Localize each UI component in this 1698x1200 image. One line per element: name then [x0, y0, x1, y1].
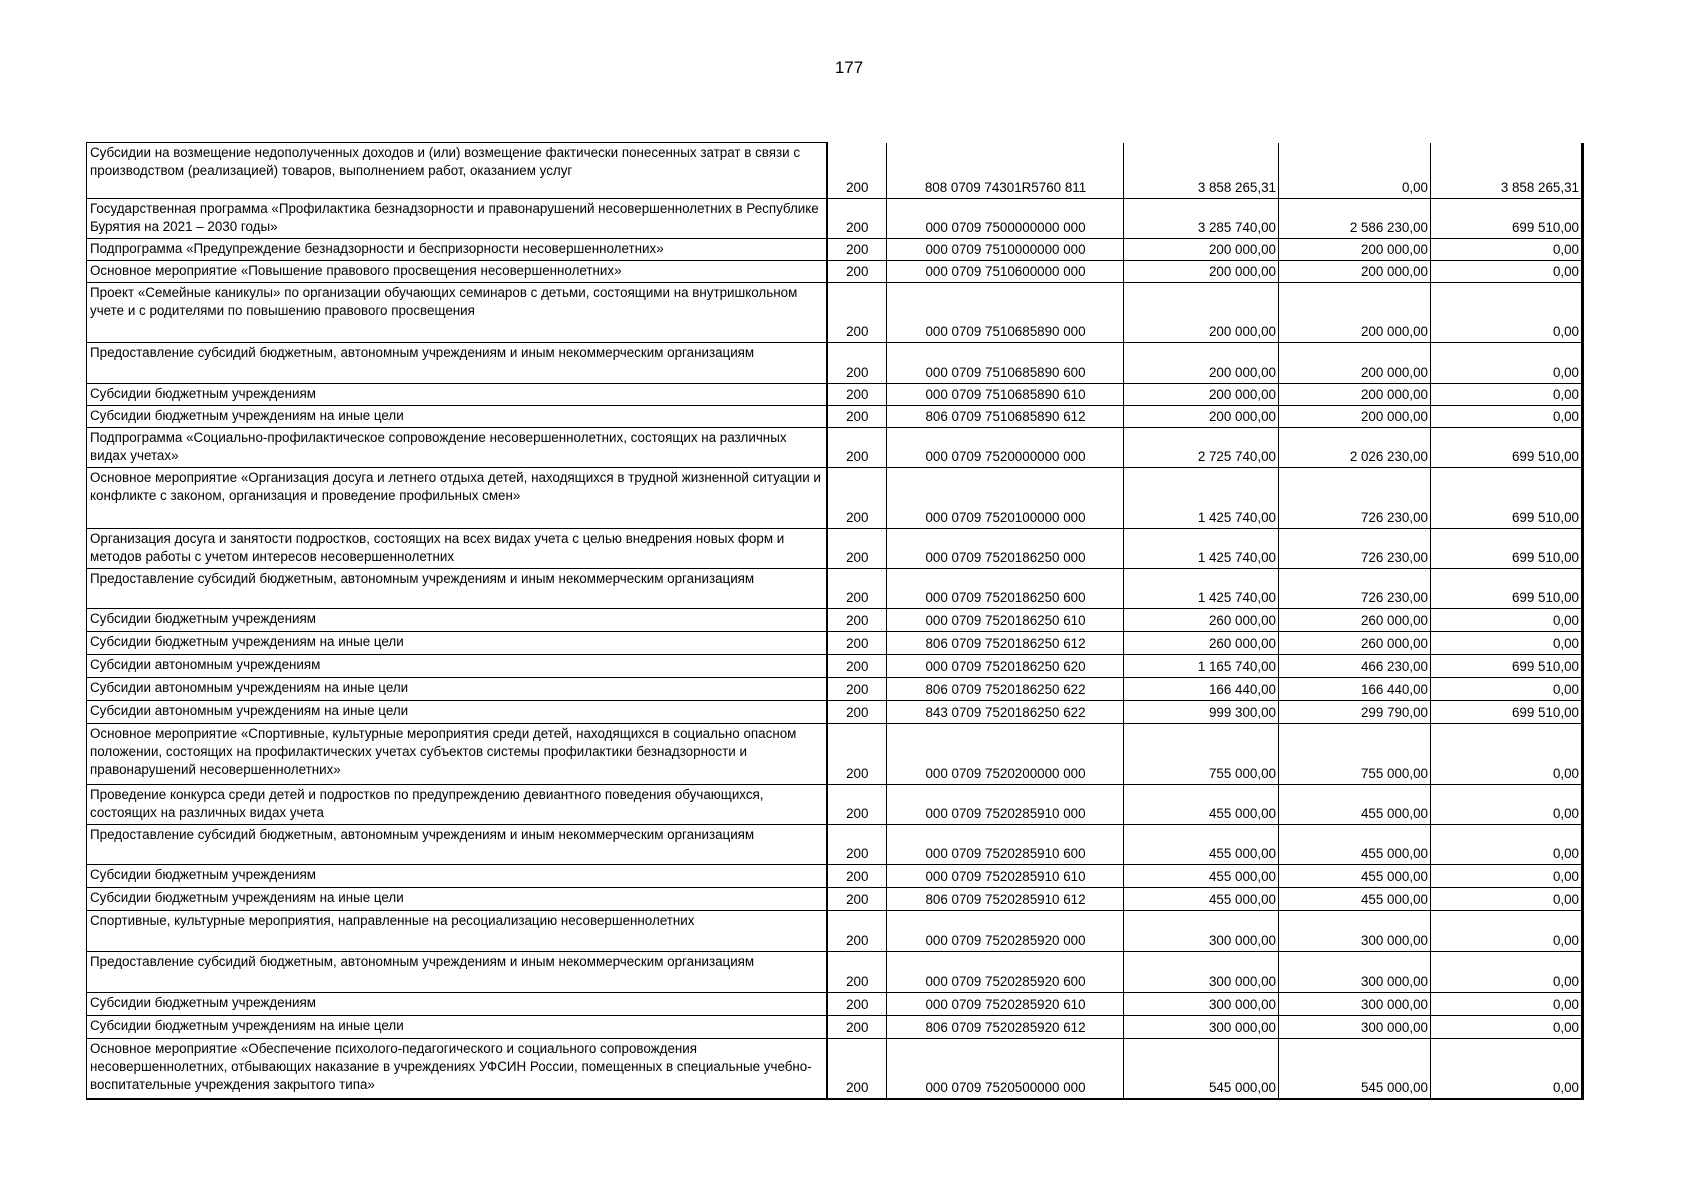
row-amount-3: 0,00 — [1431, 785, 1583, 825]
row-amount-3: 0,00 — [1431, 632, 1583, 655]
row-kbk-code: 000 0709 7520186250 620 — [887, 655, 1124, 678]
table-row — [87, 428, 1583, 468]
row-code: 200 — [827, 724, 887, 785]
row-code: 200 — [827, 609, 887, 632]
row-name: Проведение конкурса среди детей и подростков по предупреждению девиантного поведения обучающихся, состоящих на различных видах учета — [87, 785, 827, 825]
row-amount-3: 0,00 — [1431, 865, 1583, 888]
row-name: Субсидии бюджетным учреждениям — [87, 609, 827, 632]
row-kbk-code: 000 0709 7510685890 610 — [887, 384, 1124, 406]
row-kbk-code: 000 0709 7510000000 000 — [887, 239, 1124, 261]
table-row — [87, 609, 1583, 632]
row-kbk-code: 806 0709 7520186250 622 — [887, 678, 1124, 701]
row-amount-total: 300 000,00 — [1124, 1016, 1279, 1039]
row-code: 200 — [827, 261, 887, 283]
row-amount-2: 455 000,00 — [1279, 825, 1431, 865]
row-code: 200 — [827, 952, 887, 993]
row-amount-total: 260 000,00 — [1124, 632, 1279, 655]
row-amount-total: 300 000,00 — [1124, 993, 1279, 1016]
row-amount-3: 3 858 265,31 — [1431, 143, 1583, 199]
table-row — [87, 911, 1583, 952]
row-code: 200 — [827, 785, 887, 825]
row-amount-total: 2 725 740,00 — [1124, 428, 1279, 468]
row-code: 200 — [827, 428, 887, 468]
row-amount-total: 999 300,00 — [1124, 701, 1279, 724]
row-kbk-code: 806 0709 7520285920 612 — [887, 1016, 1124, 1039]
row-kbk-code: 000 0709 7510685890 600 — [887, 343, 1124, 384]
row-amount-2: 260 000,00 — [1279, 609, 1431, 632]
row-code: 200 — [827, 1039, 887, 1099]
row-amount-3: 0,00 — [1431, 724, 1583, 785]
row-kbk-code: 806 0709 7520186250 612 — [887, 632, 1124, 655]
row-amount-total: 200 000,00 — [1124, 343, 1279, 384]
table-row — [87, 569, 1583, 609]
row-amount-2: 0,00 — [1279, 143, 1431, 199]
row-amount-3: 0,00 — [1431, 952, 1583, 993]
budget-table-body — [87, 143, 1583, 1099]
table-row — [87, 865, 1583, 888]
row-amount-2: 300 000,00 — [1279, 911, 1431, 952]
row-name: Основное мероприятие «Обеспечение психолого-педагогического и социального сопровождения несовершеннолетних, отбывающих наказание в учреждениях УФСИН России, помещенных в специальные учебно- воспитательные учреждения закрытого типа» — [87, 1039, 827, 1099]
row-name: Спортивные, культурные мероприятия, направленные на ресоциализацию несовершеннолетних — [87, 911, 827, 952]
row-amount-total: 200 000,00 — [1124, 283, 1279, 343]
row-name: Предоставление субсидий бюджетным, автономным учреждениям и иным некоммерческим организациям — [87, 825, 827, 865]
row-kbk-code: 000 0709 7520186250 610 — [887, 609, 1124, 632]
row-amount-3: 0,00 — [1431, 825, 1583, 865]
row-kbk-code: 000 0709 7520285910 000 — [887, 785, 1124, 825]
row-code: 200 — [827, 406, 887, 428]
row-amount-3: 0,00 — [1431, 283, 1583, 343]
row-name: Предоставление субсидий бюджетным, автономным учреждениям и иным некоммерческим организациям — [87, 343, 827, 384]
row-kbk-code: 806 0709 7520285910 612 — [887, 888, 1124, 911]
row-amount-2: 455 000,00 — [1279, 888, 1431, 911]
row-code: 200 — [827, 911, 887, 952]
row-name: Организация досуга и занятости подростков, состоящих на всех видах учета с целью внедрения новых форм и методов работы с учетом интересов несовершеннолетних — [87, 529, 827, 569]
row-amount-total: 455 000,00 — [1124, 825, 1279, 865]
row-amount-total: 755 000,00 — [1124, 724, 1279, 785]
row-amount-2: 166 440,00 — [1279, 678, 1431, 701]
row-code: 200 — [827, 993, 887, 1016]
budget-table — [86, 142, 1584, 1100]
row-code: 200 — [827, 632, 887, 655]
table-row — [87, 785, 1583, 825]
row-amount-2: 2 586 230,00 — [1279, 199, 1431, 239]
row-amount-3: 0,00 — [1431, 384, 1583, 406]
table-row — [87, 239, 1583, 261]
row-kbk-code: 000 0709 7520285910 610 — [887, 865, 1124, 888]
row-amount-total: 1 165 740,00 — [1124, 655, 1279, 678]
table-row — [87, 406, 1583, 428]
row-amount-2: 2 026 230,00 — [1279, 428, 1431, 468]
table-row — [87, 825, 1583, 865]
row-amount-total: 545 000,00 — [1124, 1039, 1279, 1099]
row-kbk-code: 000 0709 7510685890 000 — [887, 283, 1124, 343]
row-name: Основное мероприятие «Организация досуга и летнего отдыха детей, находящихся в трудной жизненной ситуации и конфликте с законом, организация и проведение профильных смен» — [87, 468, 827, 529]
row-amount-2: 300 000,00 — [1279, 952, 1431, 993]
table-row — [87, 343, 1583, 384]
row-amount-total: 300 000,00 — [1124, 952, 1279, 993]
table-row — [87, 724, 1583, 785]
row-name: Субсидии бюджетным учреждениям — [87, 865, 827, 888]
row-name: Субсидии бюджетным учреждениям — [87, 384, 827, 406]
row-name: Субсидии бюджетным учреждениям — [87, 993, 827, 1016]
row-code: 200 — [827, 888, 887, 911]
table-row — [87, 993, 1583, 1016]
row-amount-total: 166 440,00 — [1124, 678, 1279, 701]
row-name: Субсидии автономным учреждениям на иные цели — [87, 678, 827, 701]
row-amount-2: 466 230,00 — [1279, 655, 1431, 678]
row-amount-2: 200 000,00 — [1279, 261, 1431, 283]
table-row — [87, 701, 1583, 724]
row-amount-total: 200 000,00 — [1124, 239, 1279, 261]
row-amount-3: 0,00 — [1431, 888, 1583, 911]
row-kbk-code: 806 0709 7510685890 612 — [887, 406, 1124, 428]
row-amount-2: 755 000,00 — [1279, 724, 1431, 785]
row-name: Предоставление субсидий бюджетным, автономным учреждениям и иным некоммерческим организациям — [87, 569, 827, 609]
row-kbk-code: 000 0709 7520500000 000 — [887, 1039, 1124, 1099]
table-row — [87, 888, 1583, 911]
row-code: 200 — [827, 655, 887, 678]
row-amount-3: 0,00 — [1431, 678, 1583, 701]
row-code: 200 — [827, 569, 887, 609]
row-kbk-code: 000 0709 7520000000 000 — [887, 428, 1124, 468]
row-amount-total: 260 000,00 — [1124, 609, 1279, 632]
row-amount-total: 200 000,00 — [1124, 384, 1279, 406]
row-kbk-code: 000 0709 7520200000 000 — [887, 724, 1124, 785]
table-row — [87, 143, 1583, 199]
row-name: Субсидии автономным учреждениям — [87, 655, 827, 678]
row-amount-2: 726 230,00 — [1279, 529, 1431, 569]
row-amount-2: 200 000,00 — [1279, 239, 1431, 261]
row-code: 200 — [827, 701, 887, 724]
row-kbk-code: 000 0709 7510600000 000 — [887, 261, 1124, 283]
table-row — [87, 678, 1583, 701]
row-amount-3: 699 510,00 — [1431, 701, 1583, 724]
row-name: Субсидии бюджетным учреждениям на иные цели — [87, 1016, 827, 1039]
row-amount-2: 200 000,00 — [1279, 283, 1431, 343]
row-name: Государственная программа «Профилактика безнадзорности и правонарушений несовершеннолетних в Республике Бурятия на 2021 – 2030 годы» — [87, 199, 827, 239]
table-row — [87, 283, 1583, 343]
row-amount-2: 726 230,00 — [1279, 468, 1431, 529]
row-amount-2: 260 000,00 — [1279, 632, 1431, 655]
row-code: 200 — [827, 199, 887, 239]
row-kbk-code: 808 0709 74301R5760 811 — [887, 143, 1124, 199]
row-kbk-code: 000 0709 7520100000 000 — [887, 468, 1124, 529]
row-amount-3: 0,00 — [1431, 911, 1583, 952]
row-amount-total: 455 000,00 — [1124, 888, 1279, 911]
row-kbk-code: 000 0709 7520285920 000 — [887, 911, 1124, 952]
row-code: 200 — [827, 825, 887, 865]
row-kbk-code: 000 0709 7520285910 600 — [887, 825, 1124, 865]
row-code: 200 — [827, 384, 887, 406]
row-code: 200 — [827, 678, 887, 701]
row-amount-2: 300 000,00 — [1279, 993, 1431, 1016]
row-amount-2: 455 000,00 — [1279, 785, 1431, 825]
row-amount-3: 699 510,00 — [1431, 529, 1583, 569]
row-code: 200 — [827, 283, 887, 343]
row-amount-3: 0,00 — [1431, 1016, 1583, 1039]
table-row — [87, 1016, 1583, 1039]
table-row — [87, 468, 1583, 529]
row-amount-total: 3 285 740,00 — [1124, 199, 1279, 239]
table-row — [87, 529, 1583, 569]
row-amount-2: 299 790,00 — [1279, 701, 1431, 724]
row-kbk-code: 000 0709 7500000000 000 — [887, 199, 1124, 239]
row-amount-2: 300 000,00 — [1279, 1016, 1431, 1039]
row-code: 200 — [827, 239, 887, 261]
row-name: Подпрограмма «Предупреждение безнадзорности и беспризорности несовершеннолетних» — [87, 239, 827, 261]
row-amount-3: 699 510,00 — [1431, 655, 1583, 678]
row-name: Субсидии бюджетным учреждениям на иные цели — [87, 406, 827, 428]
row-name: Предоставление субсидий бюджетным, автономным учреждениям и иным некоммерческим организациям — [87, 952, 827, 993]
page-number: 177 — [834, 58, 864, 77]
table-row — [87, 261, 1583, 283]
row-amount-3: 0,00 — [1431, 239, 1583, 261]
row-amount-2: 200 000,00 — [1279, 343, 1431, 384]
row-amount-2: 545 000,00 — [1279, 1039, 1431, 1099]
row-code: 200 — [827, 865, 887, 888]
row-code: 200 — [827, 143, 887, 199]
row-amount-3: 699 510,00 — [1431, 468, 1583, 529]
row-kbk-code: 000 0709 7520186250 600 — [887, 569, 1124, 609]
row-amount-3: 699 510,00 — [1431, 199, 1583, 239]
row-amount-3: 0,00 — [1431, 993, 1583, 1016]
row-name: Субсидии бюджетным учреждениям на иные цели — [87, 632, 827, 655]
row-amount-total: 200 000,00 — [1124, 261, 1279, 283]
row-code: 200 — [827, 529, 887, 569]
table-row — [87, 655, 1583, 678]
row-amount-total: 300 000,00 — [1124, 911, 1279, 952]
row-amount-2: 726 230,00 — [1279, 569, 1431, 609]
row-amount-3: 0,00 — [1431, 343, 1583, 384]
row-kbk-code: 000 0709 7520285920 600 — [887, 952, 1124, 993]
row-amount-total: 3 858 265,31 — [1124, 143, 1279, 199]
row-amount-total: 455 000,00 — [1124, 785, 1279, 825]
row-amount-3: 0,00 — [1431, 609, 1583, 632]
table-row — [87, 952, 1583, 993]
row-name: Основное мероприятие «Повышение правового просвещения несовершеннолетних» — [87, 261, 827, 283]
row-amount-total: 1 425 740,00 — [1124, 468, 1279, 529]
row-name: Подпрограмма «Социально-профилактическое сопровождение несовершеннолетних, состоящих на различных видах учетах» — [87, 428, 827, 468]
row-name: Проект «Семейные каникулы» по организации обучающих семинаров с детьми, состоящими на внутришкольном учете и с родителями по повышению правового просвещения — [87, 283, 827, 343]
row-kbk-code: 000 0709 7520285920 610 — [887, 993, 1124, 1016]
row-name: Субсидии бюджетным учреждениям на иные цели — [87, 888, 827, 911]
row-amount-2: 200 000,00 — [1279, 406, 1431, 428]
row-amount-3: 0,00 — [1431, 406, 1583, 428]
table-row — [87, 384, 1583, 406]
row-amount-3: 699 510,00 — [1431, 428, 1583, 468]
row-code: 200 — [827, 343, 887, 384]
table-row — [87, 199, 1583, 239]
row-amount-2: 200 000,00 — [1279, 384, 1431, 406]
table-row — [87, 1039, 1583, 1099]
row-code: 200 — [827, 468, 887, 529]
table-row — [87, 632, 1583, 655]
row-amount-3: 0,00 — [1431, 261, 1583, 283]
row-kbk-code: 843 0709 7520186250 622 — [887, 701, 1124, 724]
row-amount-2: 455 000,00 — [1279, 865, 1431, 888]
row-amount-3: 0,00 — [1431, 1039, 1583, 1099]
row-name: Основное мероприятие «Спортивные, культурные мероприятия среди детей, находящихся в социально опасном положении, состоящих на профилактических учетах субъектов системы профилактики безнадзорности и правонарушений несовершеннолетних» — [87, 724, 827, 785]
row-kbk-code: 000 0709 7520186250 000 — [887, 529, 1124, 569]
row-amount-total: 1 425 740,00 — [1124, 529, 1279, 569]
row-amount-total: 455 000,00 — [1124, 865, 1279, 888]
row-name: Субсидии автономным учреждениям на иные цели — [87, 701, 827, 724]
row-name: Субсидии на возмещение недополученных доходов и (или) возмещение фактически понесенных затрат в связи с производством (реализацией) товаров, выполнением работ, оказанием услуг — [87, 143, 827, 199]
row-amount-3: 699 510,00 — [1431, 569, 1583, 609]
row-amount-total: 200 000,00 — [1124, 406, 1279, 428]
row-code: 200 — [827, 1016, 887, 1039]
row-amount-total: 1 425 740,00 — [1124, 569, 1279, 609]
